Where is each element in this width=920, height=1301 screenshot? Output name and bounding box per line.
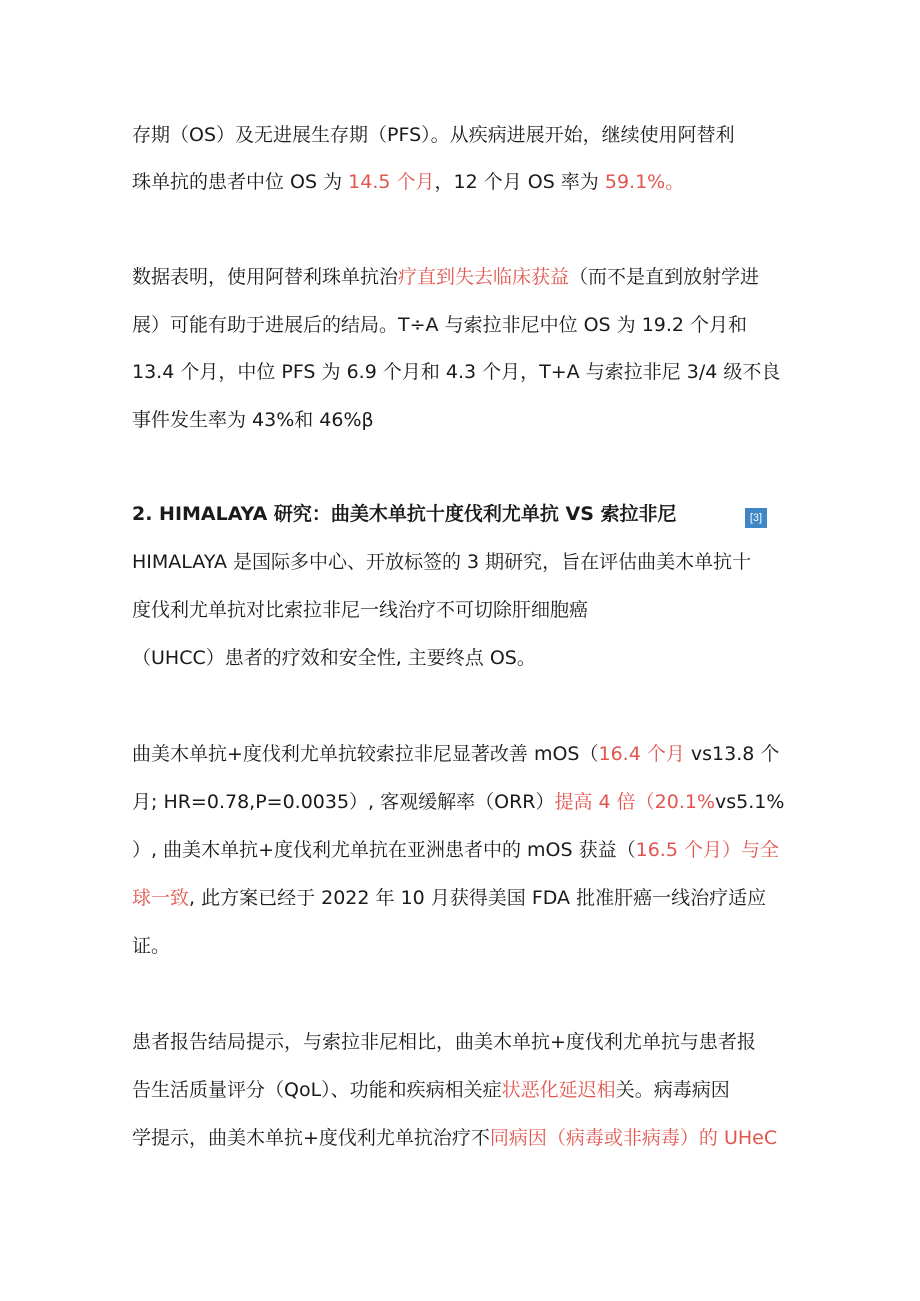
text-span: （而不是直到放射学进: [569, 266, 760, 288]
section-2-line-3: [132, 646, 536, 670]
heading-text: 2. HIMALAYA 研究：曲美木单抗十度伐利尤单抗 VS 索拉非尼: [132, 503, 677, 525]
text-span: , 此方案已经于 2022 年 10 月获得美国 FDA 批准肝癌一线治疗适应: [189, 887, 767, 909]
paragraph-5-line-1: [132, 1030, 756, 1054]
paragraph-4-line-4: [132, 886, 766, 910]
text-span: 告生活质量评分（QoL）、功能和疾病相关症: [132, 1079, 502, 1101]
section-2-line-1: [132, 550, 751, 574]
text-span: 曲美木单抗+度伐利尤单抗较索拉非尼显著改善 mOS（: [132, 743, 599, 765]
reference-badge[interactable]: [3]: [745, 508, 767, 528]
text-span: 学提示，曲美木单抗+度伐利尤单抗治疗不: [132, 1127, 490, 1149]
text-span: vs13.8 个: [684, 743, 780, 765]
highlight-os-rate: 59.1%。: [604, 171, 685, 193]
text-span: ，12 个月 OS 率为: [434, 171, 605, 193]
text-span: 数据表明，使用阿替利珠单抗治: [132, 266, 399, 288]
text-span: 关。病毒病因: [615, 1079, 730, 1101]
paragraph-4-line-1: [132, 742, 779, 766]
highlight-orr: 提高 4 倍（20.1%: [554, 791, 716, 813]
paragraph-4-line-2: [132, 790, 784, 814]
highlight-mos-months: 16.4 个月: [598, 743, 685, 765]
section-2-line-2: [132, 598, 588, 622]
text-span: vs5.1%: [715, 791, 785, 813]
text-span: 事件发生率为 43%和 46%β: [132, 409, 374, 431]
paragraph-2-line-4: [132, 408, 374, 432]
paragraph-2-line-2: [132, 313, 747, 337]
text-span: 证。: [132, 935, 171, 957]
text-span: ）, 曲美木单抗+度伐利尤单抗在亚洲患者中的 mOS 获益（: [132, 839, 636, 861]
text-span: 珠单抗的患者中位 OS 为: [132, 171, 349, 193]
text-span: 展）可能有助于进展后的结局。T÷A 与索拉非尼中位 OS 为 19.2 个月和: [132, 314, 748, 336]
highlight-os-months: 14.5 个月: [348, 171, 435, 193]
paragraph-5-line-2: [132, 1078, 730, 1102]
text-span: 月; HR=0.78,P=0.0035）, 客观缓解率（ORR）: [132, 791, 555, 813]
text-span: 存期（OS）及无进展生存期（PFS）。从疾病进展开始，继续使用阿替利: [132, 124, 735, 146]
text-span: 13.4 个月，中位 PFS 为 6.9 个月和 4.3 个月，T+A 与索拉非尼 3/4 级不良: [132, 361, 781, 383]
paragraph-5-line-3: [132, 1126, 777, 1150]
text-span: HIMALAYA 是国际多中心、开放标签的 3 期研究，旨在评估曲美木单抗十: [132, 551, 752, 573]
paragraph-1-line-1: [132, 123, 735, 147]
paragraph-4-line-3: [132, 838, 779, 862]
highlight-asian-mos: 16.5 个月）与全: [635, 839, 779, 861]
text-span: 度伐利尤单抗对比索拉非尼一线治疗不可切除肝细胞癌: [132, 599, 589, 621]
section-heading-himalaya: [132, 502, 677, 526]
text-span: 患者报告结局提示，与索拉非尼相比，曲美木单抗+度伐利尤单抗与患者报: [132, 1031, 756, 1053]
highlight-etiology: 同病因（病毒或非病毒）的 UHeC: [489, 1127, 778, 1149]
paragraph-4-line-5: [132, 934, 170, 958]
highlight-global-consistent: 球一致: [132, 887, 190, 909]
paragraph-2-line-3: [132, 360, 780, 384]
paragraph-1-line-2: [132, 170, 684, 194]
highlight-symptom-delay: 状恶化延迟相: [501, 1079, 616, 1101]
highlight-clinical-benefit: 疗直到失去临床获益: [398, 266, 570, 288]
text-span: （UHCC）患者的疗效和安全性, 主要终点 OS。: [132, 647, 536, 669]
paragraph-2-line-1: [132, 265, 759, 289]
